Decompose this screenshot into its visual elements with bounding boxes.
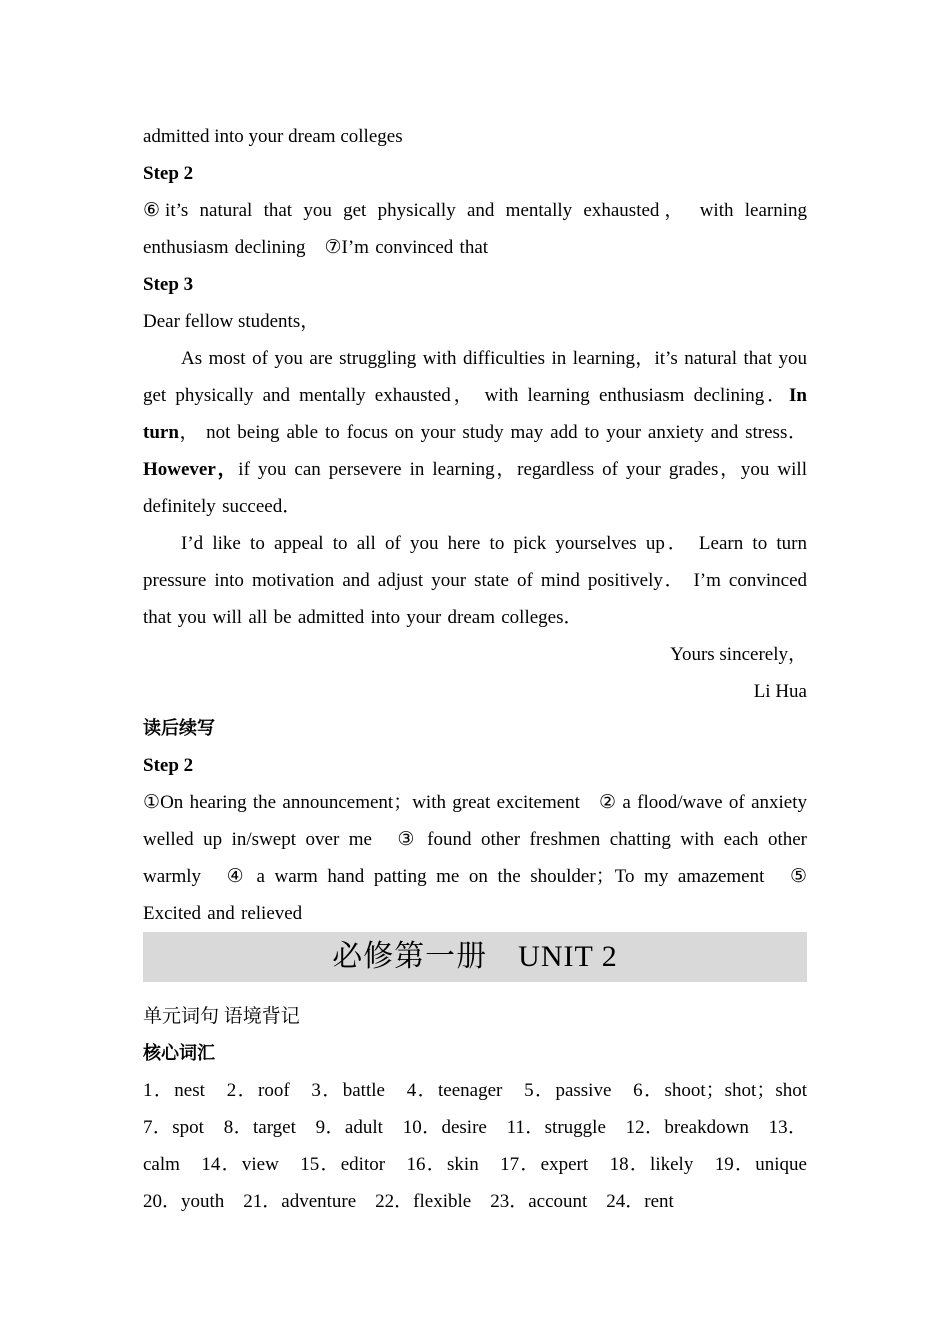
letter-paragraph-1-run: As most of you are struggling with difficulties in learning，it’s natural that you get physically and mentally exhausted， with learning enthusiasm declining．: [143, 348, 807, 406]
letter-signature: Li Hua: [753, 681, 807, 702]
letter-paragraph-2: I’d like to appeal to all of you here to pick yourselves up． Learn to turn pressure into motivation and adjust your state of mind positively． I’m convinced that you will all be admitted into your dream colleges．: [143, 533, 807, 628]
summary-step2-heading: Step 2: [143, 163, 194, 184]
summary-step3-heading: Step 3: [143, 274, 194, 295]
letter-salutation: Dear fellow students，: [143, 311, 320, 332]
continuation-line: admitted into your dream colleges: [143, 126, 403, 147]
core-vocab-list: 1．nest 2．roof 3．battle 4．teenager 5．passive 6．shoot；shot；shot 7．spot 8．target 9．adult 10．desire 11．struggle 12．breakdown 13．calm 14．view 15．editor 16．skin 17．expert 18．likely 19．unique 20．youth 21．adventure 22．flexible 23．account 24．rent: [143, 1080, 827, 1212]
core-vocab-heading: 核心词汇: [143, 1043, 215, 1063]
summary-step2-points: ⑥it’s natural that you get physically and mentally exhausted， with learning enthusiasm declining ⑦I’m convinced that: [143, 200, 807, 258]
continuation-writing-heading: 读后续写: [143, 718, 215, 738]
letter-closing: Yours sincerely，: [670, 644, 807, 665]
letter-paragraph-1-bold-run: However，: [143, 459, 239, 480]
unit-banner: [143, 932, 807, 982]
continuation-step2-heading: Step 2: [143, 755, 194, 776]
letter-paragraph-1-run: ， not being able to focus on your study may add to your anxiety and stress．: [178, 422, 807, 443]
letter-paragraph-1-bold-run: In turn: [143, 385, 807, 443]
continuation-step2-points: ①On hearing the announcement；with great excitement ② a flood/wave of anxiety welled up in/swept over me ③ found other freshmen chatting with each other warmly ④ a warm hand patting me on the shoulder；To my amazement ⑤ Excited and relieved: [143, 792, 807, 924]
letter-paragraph-1-run: if you can persevere in learning，regardless of your grades，you will definitely succeed．: [143, 459, 807, 517]
unit-subtitle: 单元词句 语境背记: [143, 1006, 300, 1027]
unit-banner-title: 必修第一册 UNIT 2: [332, 940, 618, 973]
letter-paragraph-1: [143, 340, 807, 525]
